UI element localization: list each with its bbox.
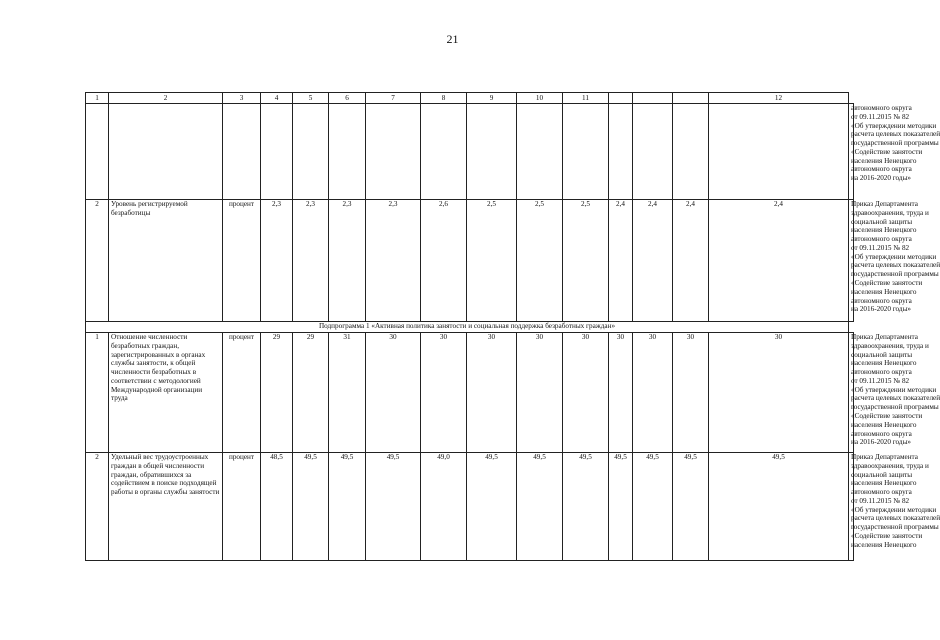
column-number bbox=[673, 93, 709, 104]
value-cell: 49,5 bbox=[329, 453, 366, 561]
value-cell: 30 bbox=[633, 333, 673, 453]
unit-cell: процент bbox=[223, 200, 261, 322]
value-cell: 2,5 bbox=[563, 200, 609, 322]
value-cell: 30 bbox=[467, 333, 517, 453]
column-number: 10 bbox=[517, 93, 563, 104]
column-number-row bbox=[86, 93, 854, 104]
unit-cell: процент bbox=[223, 453, 261, 561]
row-number: 2 bbox=[86, 453, 109, 561]
value-cell: 31 bbox=[329, 333, 366, 453]
column-number: 11 bbox=[563, 93, 609, 104]
value-cell: 2,5 bbox=[467, 200, 517, 322]
value-cell: 49,5 bbox=[366, 453, 421, 561]
value-cell: 29 bbox=[261, 333, 293, 453]
subprogram-row bbox=[86, 322, 854, 333]
indicator-name: Отношение численности безработных граждан, зарегистрированных в органах службы занятости, к общей численности безработных в соответствии с методологией Международной организации труда bbox=[109, 333, 223, 453]
value-cell: 49,0 bbox=[421, 453, 467, 561]
value-cell: 30 bbox=[517, 333, 563, 453]
value-cell: 2,3 bbox=[261, 200, 293, 322]
value-cell: 2,4 bbox=[673, 200, 709, 322]
row-number bbox=[86, 104, 109, 200]
legal-basis-cell: Приказ Департамента здравоохранения, труда и социальной защиты населения Ненецкого автономного округа от 09.11.2015 № 82 «Об утверждении методики расчета целевых показателей государственной программы «Содействие занятости населения Ненецкого автономного округа на 2016-2020 годы» bbox=[849, 200, 854, 322]
value-cell: 30 bbox=[421, 333, 467, 453]
value-cell: 49,5 bbox=[673, 453, 709, 561]
column-number: 3 bbox=[223, 93, 261, 104]
column-number: 7 bbox=[366, 93, 421, 104]
column-number: 6 bbox=[329, 93, 366, 104]
value-cell: 2,3 bbox=[329, 200, 366, 322]
value-cell: 49,5 bbox=[633, 453, 673, 561]
table-row bbox=[86, 200, 854, 322]
value-cell: 29 bbox=[293, 333, 329, 453]
value-cell: 49,5 bbox=[293, 453, 329, 561]
value-cell bbox=[609, 104, 633, 200]
value-cell bbox=[673, 104, 709, 200]
legal-basis-cell: Приказ Департамента здравоохранения, труда и социальной защиты населения Ненецкого автономного округа от 09.11.2015 № 82 «Об утверждении методики расчета целевых показателей государственной программы «Содействие занятости населения Ненецкого автономного округа на 2016-2020 годы» bbox=[849, 333, 854, 453]
column-number: 5 bbox=[293, 93, 329, 104]
value-cell: 2,6 bbox=[421, 200, 467, 322]
subprogram-title: Подпрограмма 1 «Активная политика занятости и социальная поддержка безработных граждан» bbox=[86, 322, 849, 333]
row-number: 2 bbox=[86, 200, 109, 322]
row-number: 1 bbox=[86, 333, 109, 453]
column-number: 2 bbox=[109, 93, 223, 104]
value-cell: 30 bbox=[366, 333, 421, 453]
value-cell: 2,5 bbox=[517, 200, 563, 322]
value-cell: 30 bbox=[563, 333, 609, 453]
value-cell: 30 bbox=[709, 333, 849, 453]
value-cell: 2,3 bbox=[293, 200, 329, 322]
value-cell: 49,5 bbox=[517, 453, 563, 561]
column-number: 9 bbox=[467, 93, 517, 104]
column-number: 1 bbox=[86, 93, 109, 104]
value-cell: 2,4 bbox=[709, 200, 849, 322]
value-cell: 30 bbox=[609, 333, 633, 453]
page-number: 21 bbox=[446, 32, 459, 46]
value-cell: 2,3 bbox=[366, 200, 421, 322]
value-cell bbox=[563, 104, 609, 200]
legal-basis-cell: автономного округа от 09.11.2015 № 82 «Об утверждении методики расчета целевых показателей государственной программы «Содействие занятости населения Ненецкого автономного округа на 2016-2020 годы» bbox=[849, 104, 854, 200]
unit-cell bbox=[223, 104, 261, 200]
value-cell bbox=[421, 104, 467, 200]
legal-basis-cell: Приказ Департамента здравоохранения, труда и социальной защиты населения Ненецкого автономного округа от 09.11.2015 № 82 «Об утверждении методики расчета целевых показателей государственной программы «Содействие занятости населения Ненецкого bbox=[849, 453, 854, 561]
value-cell bbox=[633, 104, 673, 200]
indicators-table bbox=[85, 92, 940, 561]
value-cell bbox=[329, 104, 366, 200]
column-number: 8 bbox=[421, 93, 467, 104]
value-cell: 2,4 bbox=[633, 200, 673, 322]
value-cell bbox=[467, 104, 517, 200]
value-cell bbox=[261, 104, 293, 200]
value-cell bbox=[366, 104, 421, 200]
column-number bbox=[633, 93, 673, 104]
value-cell: 2,4 bbox=[609, 200, 633, 322]
table-row bbox=[86, 333, 854, 453]
value-cell: 49,5 bbox=[609, 453, 633, 561]
unit-cell: процент bbox=[223, 333, 261, 453]
indicator-name bbox=[109, 104, 223, 200]
value-cell bbox=[517, 104, 563, 200]
value-cell bbox=[709, 104, 849, 200]
value-cell: 49,5 bbox=[467, 453, 517, 561]
value-cell: 30 bbox=[673, 333, 709, 453]
column-number bbox=[609, 93, 633, 104]
table-row bbox=[86, 453, 854, 561]
value-cell: 48,5 bbox=[261, 453, 293, 561]
value-cell bbox=[293, 104, 329, 200]
value-cell: 49,5 bbox=[563, 453, 609, 561]
value-cell: 49,5 bbox=[709, 453, 849, 561]
indicator-name: Уровень регистрируемой безработицы bbox=[109, 200, 223, 322]
table-row-continuation bbox=[86, 104, 854, 200]
column-number: 4 bbox=[261, 93, 293, 104]
indicator-name: Удельный вес трудоустроенных граждан в общей численности граждан, обратившихся за содействием в поиске подходящей работы в органы службы занятости bbox=[109, 453, 223, 561]
column-number: 12 bbox=[709, 93, 849, 104]
